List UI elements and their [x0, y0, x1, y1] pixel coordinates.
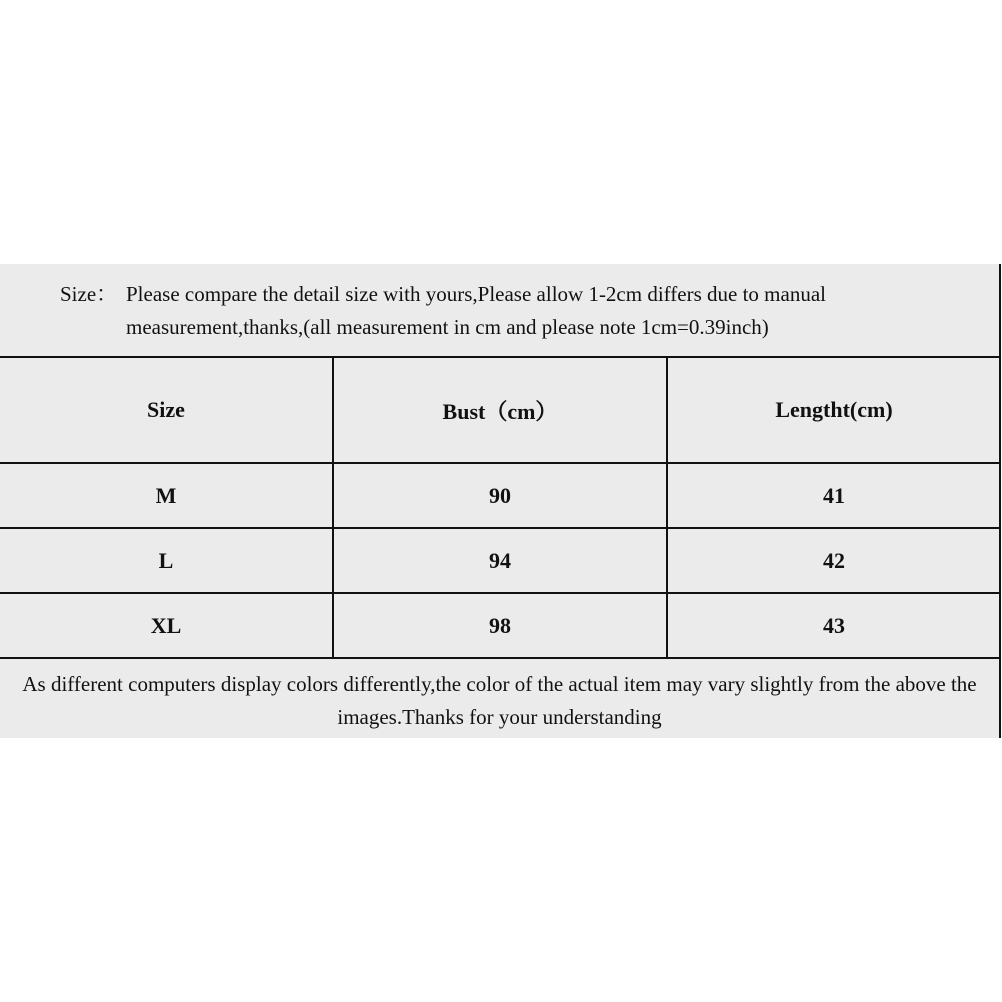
- length-cell: 41: [667, 463, 1000, 528]
- column-header-length: Lengtht(cm): [667, 358, 1000, 463]
- column-header-bust: Bust（cm）: [333, 358, 667, 463]
- size-cell: L: [0, 528, 333, 593]
- size-chart: [0, 264, 1001, 738]
- table-row: [0, 593, 1000, 658]
- length-cell: 43: [667, 593, 1000, 658]
- size-note-text: Please compare the detail size with yours,Please allow 1-2cm differs due to manual measurement,thanks,(all measurement in cm and please note 1cm=0.39inch): [126, 282, 826, 339]
- table-header-row: [0, 358, 1000, 463]
- size-cell: XL: [0, 593, 333, 658]
- table-row: [0, 463, 1000, 528]
- size-note-label: Size：: [60, 282, 118, 306]
- bust-cell: 94: [333, 528, 667, 593]
- size-table: [0, 358, 1000, 659]
- color-disclaimer: As different computers display colors differently,the color of the actual item may vary slightly from the above the images.Thanks for your understanding: [22, 672, 977, 729]
- length-cell: 42: [667, 528, 1000, 593]
- column-header-size: Size: [0, 358, 333, 463]
- bust-cell: 98: [333, 593, 667, 658]
- size-note: [0, 264, 999, 358]
- table-row: [0, 528, 1000, 593]
- size-cell: M: [0, 463, 333, 528]
- bust-cell: 90: [333, 463, 667, 528]
